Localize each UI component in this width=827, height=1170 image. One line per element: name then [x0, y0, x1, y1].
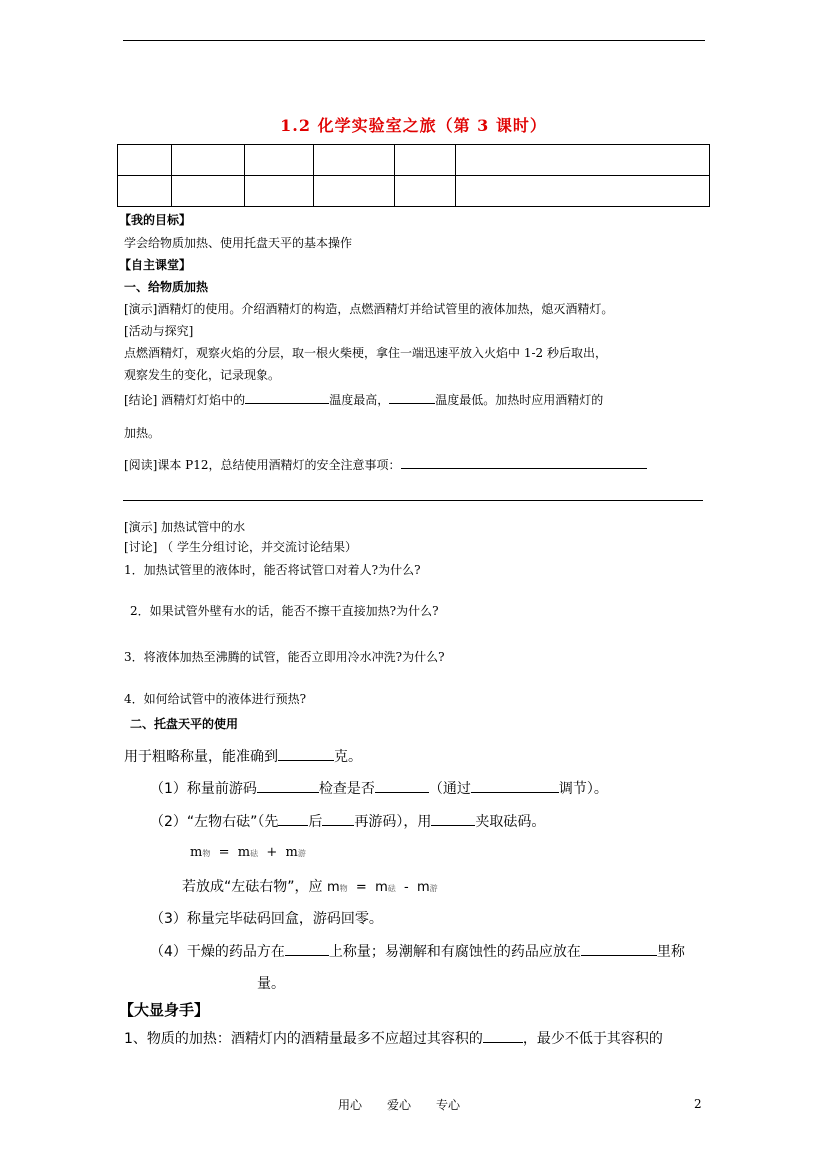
- plus-sign: +: [266, 845, 278, 860]
- balance-step-3: （3）称量完毕砝码回盒，游码回零。: [150, 911, 383, 927]
- balance-text: 克。: [334, 749, 362, 765]
- discussion-label: [讨论] （ 学生分组讨论，并交流讨论结果）: [124, 540, 357, 554]
- table-cell: [245, 145, 314, 176]
- step-text: （1）称量前游码: [150, 781, 257, 797]
- formula-left-object: [190, 845, 306, 860]
- table-cell: [456, 176, 710, 207]
- table-cell: [314, 145, 395, 176]
- balance-step-4: [150, 941, 685, 961]
- step-text: 量。: [257, 976, 285, 992]
- footer-slogan: 用心: [338, 1098, 363, 1112]
- step-text: （2）“左物右砝”（先: [150, 814, 279, 830]
- activity-line: 观察发生的变化，记录现象。: [124, 368, 281, 382]
- practice-text: ，最少不低于其容积的: [522, 1031, 663, 1047]
- question-2: 2．如果试管外壁有水的话，能否不擦干直接加热?为什么?: [130, 604, 439, 618]
- table-cell: [172, 145, 245, 176]
- subscript: 物: [202, 849, 211, 858]
- demo-alcohol-lamp: [演示]酒精灯的使用。介绍酒精灯的构造，点燃酒精灯并给试管里的液体加热，熄灭酒精灯。: [124, 302, 614, 316]
- subscript: 砝: [250, 849, 259, 858]
- step-text: 夹取砝码。: [475, 814, 546, 830]
- mass-symbol: m: [285, 845, 298, 860]
- fill-blank[interactable]: [401, 456, 647, 469]
- conclusion-text: 温度最低。加热时应用酒精灯的: [435, 393, 604, 407]
- practice-item-1: [124, 1028, 663, 1048]
- mass-symbol: m: [375, 880, 388, 895]
- activity-label: [活动与探究]: [124, 324, 194, 338]
- step-text: 里称: [656, 944, 685, 960]
- fill-blank[interactable]: [375, 780, 429, 793]
- table-cell: [172, 176, 245, 207]
- table-cell: [118, 176, 172, 207]
- equals-sign: =: [218, 845, 230, 860]
- equals-sign: =: [355, 880, 367, 895]
- self-study-heading: 【自主课堂】: [119, 258, 192, 272]
- page-title: 1.2 化学实验室之旅（第 3 课时）: [280, 116, 547, 135]
- formula-reverse-line: [182, 876, 438, 896]
- fill-blank[interactable]: [285, 943, 329, 956]
- section-heading-heating: 一、给物质加热: [124, 280, 209, 294]
- header-rule: [123, 40, 705, 41]
- reading-text: [阅读]课本 P12，总结使用酒精灯的安全注意事项：: [124, 458, 401, 472]
- footer-slogan: 专心: [436, 1098, 461, 1112]
- practice-text: 1、物质的加热：酒精灯内的酒精量最多不应超过其容积的: [124, 1031, 483, 1047]
- table-cell: [314, 176, 395, 207]
- step-text: （通过: [428, 781, 471, 797]
- conclusion-text: 加热。: [124, 426, 161, 440]
- table-cell: [118, 145, 172, 176]
- activity-line: 点燃酒精灯，观察火焰的分层，取一根火柴梗，拿住一端迅速平放入火焰中 1-2 秒后取出，: [124, 346, 607, 360]
- subscript: 游: [297, 849, 306, 858]
- fill-blank[interactable]: [581, 943, 657, 956]
- balance-precision-line: [124, 746, 362, 766]
- fill-blank[interactable]: [389, 391, 435, 404]
- question-1: 1．加热试管里的液体时，能否将试管口对着人?为什么?: [124, 563, 421, 577]
- question-3: 3．将液体加热至沸腾的试管，能否立即用冷水冲洗?为什么?: [124, 650, 445, 664]
- step-text: 后: [308, 814, 323, 830]
- step-text: 再游码），用: [354, 814, 432, 830]
- step-text: 检查是否: [318, 781, 375, 797]
- fill-blank[interactable]: [245, 391, 329, 404]
- step-text: 上称量；易潮解和有腐蚀性的药品应放在: [328, 944, 581, 960]
- fill-blank[interactable]: [322, 813, 354, 826]
- footer-slogan: 爱心: [387, 1098, 412, 1112]
- fill-blank[interactable]: [257, 780, 319, 793]
- fill-blank[interactable]: [278, 748, 334, 761]
- subscript: 砝: [387, 884, 396, 893]
- mass-symbol: m: [190, 845, 203, 860]
- fill-blank[interactable]: [431, 813, 475, 826]
- table-cell: [395, 145, 456, 176]
- mass-symbol: m: [326, 880, 340, 895]
- reading-line: [124, 456, 647, 473]
- practice-heading: 【大显身手】: [119, 1001, 210, 1019]
- step-text: （4）干燥的药品方在: [150, 944, 285, 960]
- answer-line[interactable]: [123, 500, 703, 501]
- reverse-text: 若放成“左砝右物”，应: [182, 879, 323, 895]
- mass-symbol: m: [237, 845, 251, 860]
- conclusion-text: 温度最高，: [329, 393, 390, 407]
- subscript: 物: [339, 884, 348, 893]
- balance-step-1: [150, 778, 608, 798]
- page-number: 2: [694, 1097, 702, 1111]
- info-table: [117, 144, 710, 207]
- table-cell: [456, 145, 710, 176]
- table-cell: [395, 176, 456, 207]
- minus-sign: -: [404, 880, 409, 895]
- balance-text: 用于粗略称量，能准确到: [124, 749, 278, 765]
- table-cell: [245, 176, 314, 207]
- fill-blank[interactable]: [483, 1030, 523, 1043]
- section-heading-balance: 二、托盘天平的使用: [130, 717, 239, 731]
- conclusion-line: [124, 391, 603, 408]
- subscript: 游: [429, 884, 438, 893]
- mass-symbol: m: [416, 880, 430, 895]
- fill-blank[interactable]: [278, 813, 308, 826]
- balance-step-2: [150, 811, 545, 831]
- conclusion-text: [结论] 酒精灯灯焰中的: [124, 393, 246, 407]
- goal-heading: 【我的目标】: [119, 213, 192, 227]
- goal-text: 学会给物质加热、使用托盘天平的基本操作: [124, 236, 353, 250]
- fill-blank[interactable]: [471, 780, 559, 793]
- step-text: 调节）。: [558, 781, 608, 797]
- demo-heating-water: [演示] 加热试管中的水: [124, 520, 246, 534]
- question-4: 4．如何给试管中的液体进行预热?: [124, 692, 307, 706]
